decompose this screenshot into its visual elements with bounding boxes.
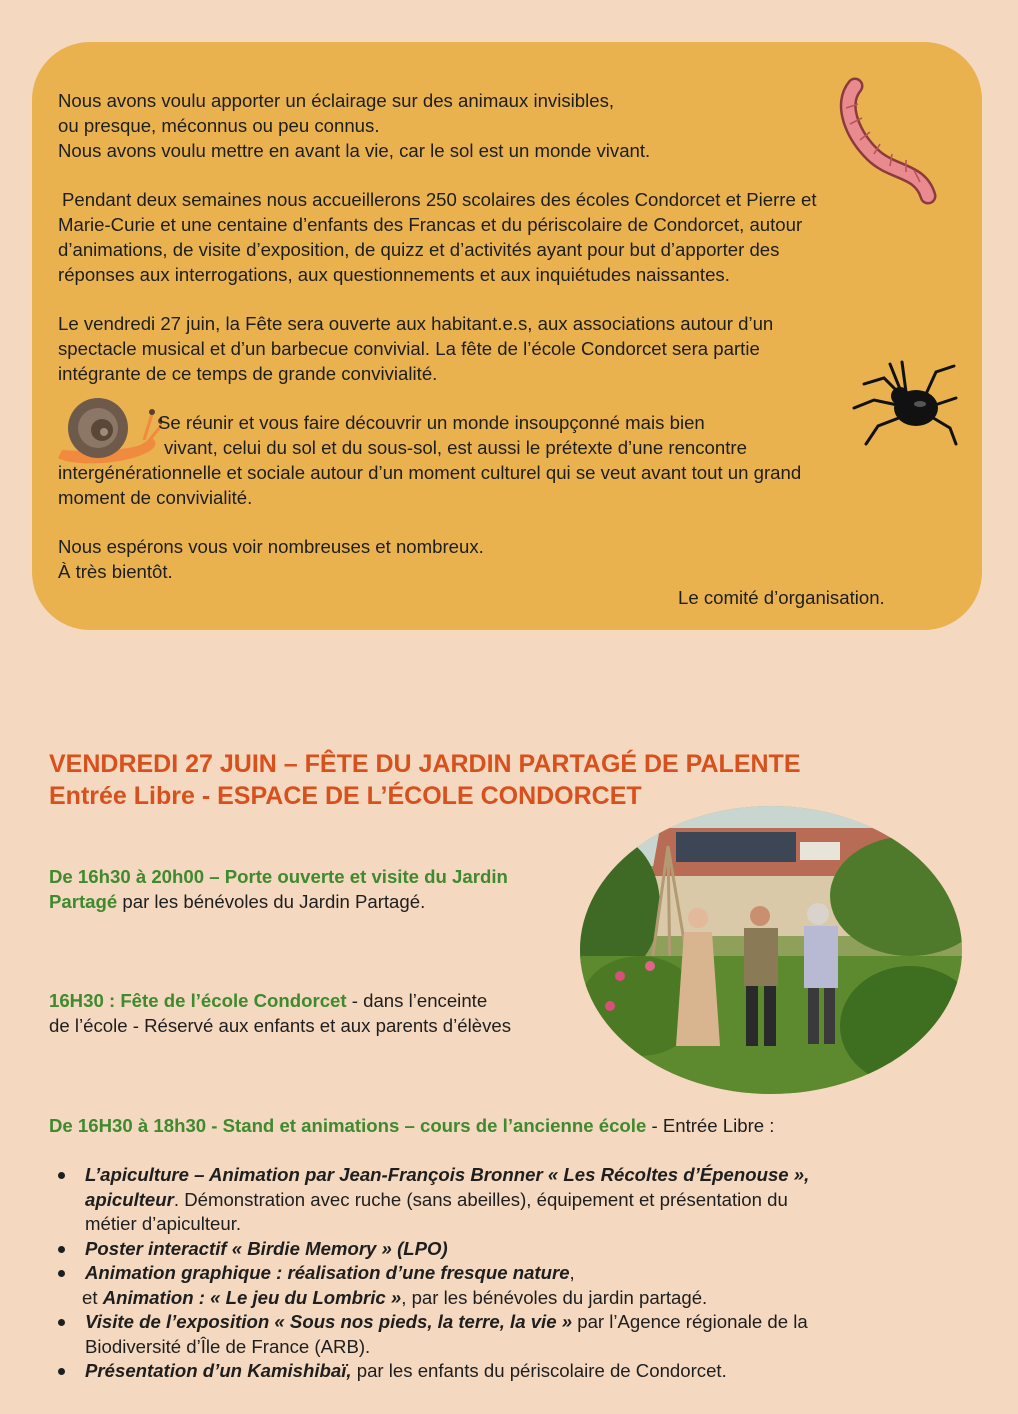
activity-title: Visite de l’exposition « Sous nos pieds, la terre, la vie » <box>85 1311 573 1332</box>
event-school-party <box>49 988 511 1038</box>
intro-text-line: d’animations, de visite d’exposition, de quizz et d’activités ayant pour but d’apporter des <box>58 239 780 260</box>
activity-description: . Démonstration avec ruche (sans abeilles), équipement et présentation du <box>173 1188 788 1210</box>
event-subtitle: Entrée Libre - ESPACE DE L’ÉCOLE CONDORCET <box>49 782 642 810</box>
activities-list <box>56 1163 956 1384</box>
list-item <box>56 1163 956 1237</box>
intro-text-line: réponses aux interrogations, aux questionnements et aux inquiétudes naissantes. <box>58 264 730 285</box>
activity-title: apiculteur <box>85 1188 174 1210</box>
activity-description: métier d’apiculteur. <box>85 1213 242 1234</box>
intro-text-line: moment de convivialité. <box>58 487 253 508</box>
activity-description: par les enfants du périscolaire de Condorcet. <box>351 1360 727 1381</box>
activity-title: L’apiculture – Animation par Jean-François Bronner « Les Récoltes d’Épenouse », <box>85 1164 810 1185</box>
event-open-garden <box>49 864 508 914</box>
event-heading <box>49 748 801 812</box>
event-description: - dans l’enceinte <box>346 990 488 1011</box>
intro-text-line: vivant, celui du sol et du sous-sol, est aussi le prétexte d’une rencontre <box>164 437 747 458</box>
intro-text-line: Se réunir et vous faire découvrir un monde insoupçonné mais bien <box>158 412 705 433</box>
event-time-title: Partagé <box>49 891 118 912</box>
event-stand <box>49 1113 774 1138</box>
intro-text-line: intégrante de ce temps de grande convivialité. <box>58 363 438 384</box>
signature: Le comité d’organisation. <box>678 587 885 608</box>
intro-text-line: Nous espérons vous voir nombreuses et nombreux. <box>58 536 484 557</box>
event-description: - Entrée Libre : <box>646 1115 775 1136</box>
activity-description: , par les bénévoles du jardin partagé. <box>401 1286 708 1308</box>
intro-text-line: Nous avons voulu apporter un éclairage sur des animaux invisibles, <box>58 90 615 111</box>
intro-text-line: À très bientôt. <box>58 561 173 582</box>
intro-text-line: Pendant deux semaines nous accueillerons 250 scolaires des écoles Condorcet et Pierre et <box>62 189 817 210</box>
intro-text-line: Marie-Curie et une centaine d’enfants des Francas et du périscolaire de Condorcet, autour <box>58 214 803 235</box>
activity-title: Présentation d’un Kamishibaï, <box>85 1360 352 1381</box>
list-item <box>56 1261 956 1310</box>
activity-description: et <box>82 1286 103 1308</box>
activity-title: Animation graphique : réalisation d’une fresque nature <box>85 1262 570 1283</box>
event-time-title: De 16h30 à 20h00 – Porte ouverte et visite du Jardin <box>49 866 508 887</box>
event-time-title: De 16H30 à 18h30 - Stand et animations – cours de l’ancienne école <box>49 1115 647 1136</box>
intro-text-line: spectacle musical et d’un barbecue convivial. La fête de l’école Condorcet sera partie <box>58 338 760 359</box>
activity-title: Poster interactif « Birdie Memory » (LPO) <box>85 1237 448 1259</box>
event-description: de l’école - Réservé aux enfants et aux parents d’élèves <box>49 1015 512 1036</box>
event-description: par les bénévoles du Jardin Partagé. <box>117 891 426 912</box>
activity-description: par l’Agence régionale de la <box>572 1311 808 1332</box>
list-item <box>56 1359 956 1384</box>
activity-description: Biodiversité d’Île de France (ARB). <box>85 1335 371 1357</box>
activity-description: , <box>569 1262 575 1283</box>
intro-text-line: Le vendredi 27 juin, la Fête sera ouverte aux habitant.e.s, aux associations autour d’un <box>58 313 774 334</box>
activity-title: Animation : « Le jeu du Lombric » <box>102 1286 402 1308</box>
garden-photo <box>580 806 962 1094</box>
event-title: VENDREDI 27 JUIN – FÊTE DU JARDIN PARTAGÉ DE PALENTE <box>49 750 801 778</box>
intro-card <box>32 42 982 630</box>
intro-text-line: ou presque, méconnus ou peu connus. <box>58 115 380 136</box>
list-item <box>56 1237 956 1262</box>
intro-text-line: intergénérationnelle et sociale autour d’un moment culturel qui se veut avant tout un grand <box>58 462 802 483</box>
event-time-title: 16H30 : Fête de l’école Condorcet <box>49 990 347 1011</box>
intro-text-line: Nous avons voulu mettre en avant la vie, car le sol est un monde vivant. <box>58 140 651 161</box>
list-item <box>56 1310 956 1359</box>
